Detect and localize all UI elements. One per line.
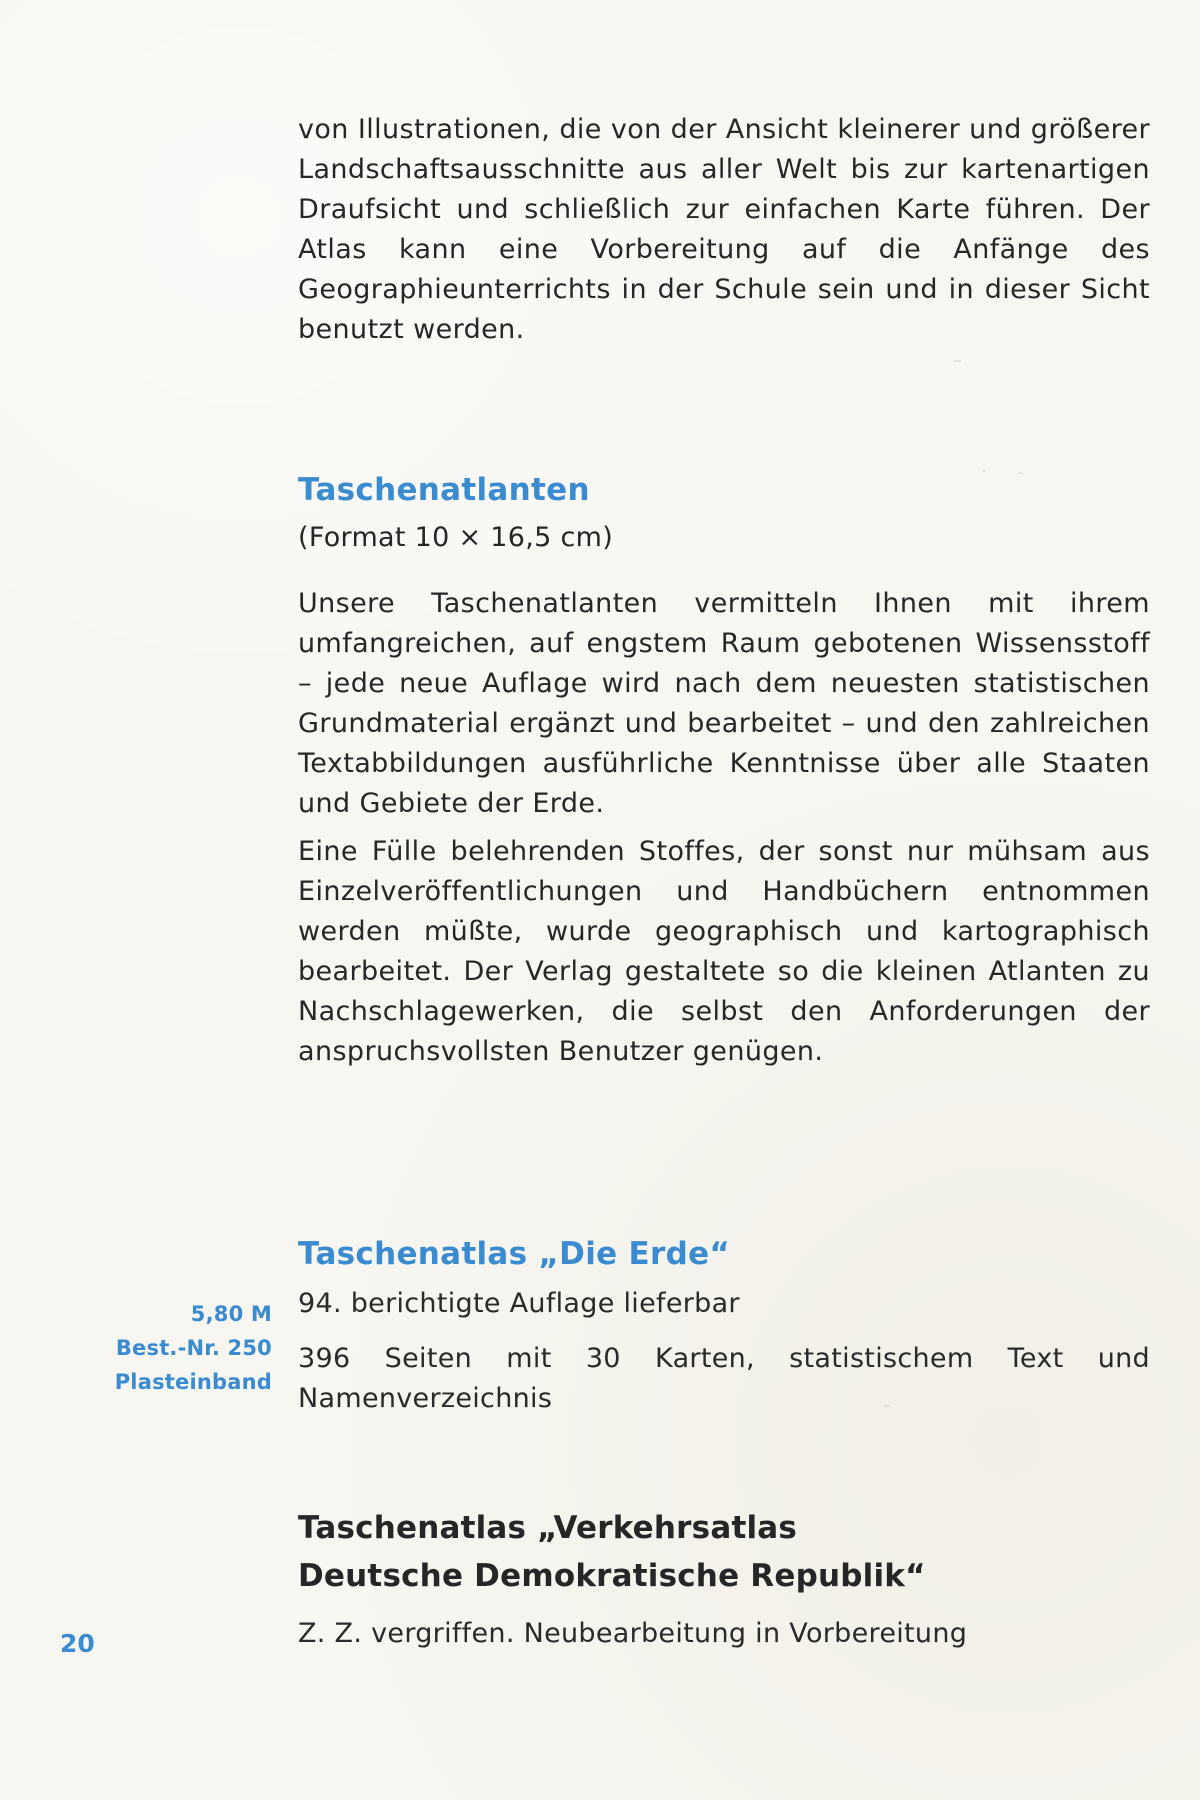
taschenatlanten-paragraph-2: Eine Fülle belehrenden Stoffes, der sonst nur mühsam aus Einzelveröffentlichungen und Handbüchern entnommen werden müßte, wurde geographisch und kartographisch bearbeitet. Der Verlag gestaltete so die kleinen Atlanten zu Nachschlagewerken, die selbst den Anforderungen der anspruchsvollsten Benutzer genügen. (298, 836, 1150, 1067)
verkehrsatlas-heading-line-2: Deutsche Demokratische Republik“ (298, 1558, 926, 1594)
page-count-description: 396 Seiten mit 30 Karten, statistischem Text und Namenverzeichnis (298, 1343, 1150, 1414)
binding-note: Plasteinband (114, 1370, 272, 1394)
paper-speck (953, 360, 961, 362)
intro-paragraph: von Illustrationen, die von der Ansicht kleinerer und größerer Landschaftsausschnitte aus aller Welt bis zur kartenartigen Draufsicht und schließlich zur einfachen Karte führen. Der Atlas kann eine Vorbereitung auf die Anfänge des Geographieunterrichts in der Schule sein und in dieser Sicht benutzt werden. (298, 114, 1150, 345)
taschenatlanten-paragraph-1: Unsere Taschenatlanten vermitteln Ihnen mit ihrem umfangreichen, auf engstem Raum gebotenen Wissensstoff – jede neue Auflage wird nach dem neuesten statistischen Grundmaterial ergänzt und bearbeitet – und den zahlreichen Textabbildungen ausführliche Kenntnisse über alle Staaten und Gebiete der Erde. (298, 588, 1150, 819)
order-number-note: Best.-Nr. 250 (115, 1336, 272, 1360)
edition-line: 94. berichtigte Auflage lieferbar (298, 1288, 740, 1319)
price-note: 5,80 M (190, 1302, 272, 1326)
verkehrsatlas-heading-line-1: Taschenatlas „Verkehrsatlas (298, 1510, 798, 1546)
paper-speck (982, 470, 986, 472)
page-number: 20 (60, 1629, 95, 1658)
paper-speck (884, 1405, 890, 1407)
section-heading-verkehrsatlas (298, 1504, 1150, 1600)
section-heading-taschenatlanten: Taschenatlanten (298, 472, 590, 508)
availability-status: Z. Z. vergriffen. Neubearbeitung in Vorbereitung (298, 1618, 968, 1649)
section-heading-die-erde: Taschenatlas „Die Erde“ (298, 1236, 731, 1272)
paper-speck (1018, 472, 1023, 474)
format-line: (Format 10 × 16,5 cm) (298, 522, 614, 553)
